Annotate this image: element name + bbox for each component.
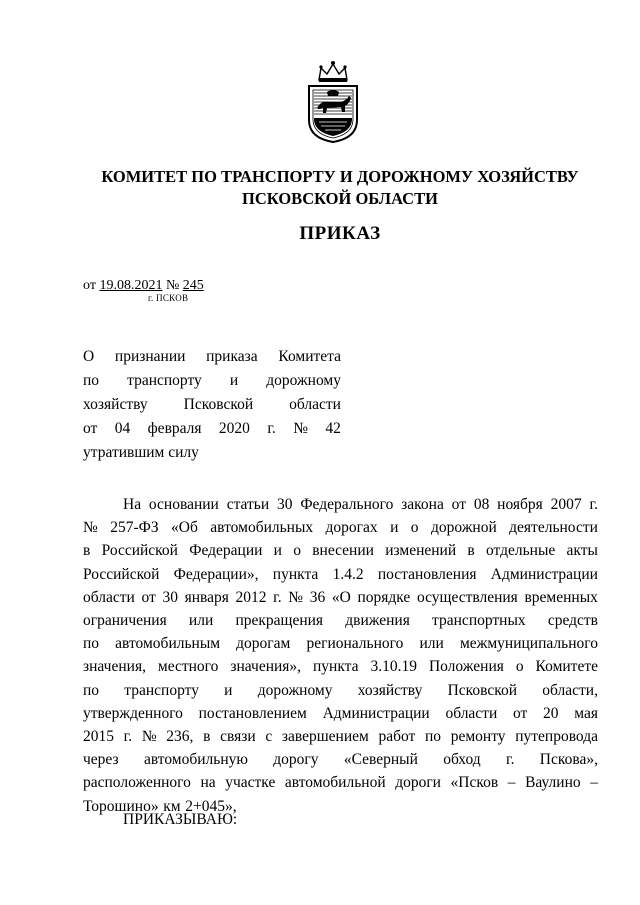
issuing-city: г. ПСКОВ — [148, 293, 189, 303]
subject-word: признании — [114, 348, 186, 365]
body-line — [83, 563, 598, 586]
body-line — [83, 655, 598, 678]
body-word: движения — [345, 612, 410, 630]
body-word: 3.10.19 — [370, 658, 417, 676]
body-word: постановления — [377, 565, 477, 583]
body-word: закона — [401, 496, 444, 513]
body-word: по — [83, 681, 100, 699]
document-date: 19.08.2021 — [99, 278, 163, 293]
body-word: о — [410, 519, 419, 537]
body-word: № — [141, 728, 157, 746]
subject-word: Псковской — [183, 396, 254, 413]
body-line — [83, 586, 598, 609]
body-word: в — [203, 728, 211, 746]
body-word: Федерального — [300, 496, 394, 513]
subject-line — [83, 441, 341, 465]
body-line — [83, 516, 598, 539]
body-word: от — [451, 496, 466, 513]
body-word: обход — [443, 751, 481, 769]
body-word: «О — [331, 588, 351, 606]
body-line — [83, 609, 598, 632]
date-prefix: от — [83, 278, 96, 293]
subject-word: г. — [267, 420, 276, 437]
body-word: внесении — [312, 542, 374, 560]
body-word: изменений — [385, 542, 457, 560]
subject-word: приказа — [206, 348, 258, 365]
body-word: 20 — [543, 704, 559, 722]
body-word: 2012 — [235, 588, 267, 606]
body-word: г. — [505, 751, 515, 769]
body-word: области, — [542, 681, 598, 699]
body-word: 08 — [473, 496, 490, 513]
body-word: 2007 — [550, 496, 582, 513]
body-word: 30 — [276, 496, 293, 513]
subject-line — [83, 345, 341, 369]
body-word: значения», — [230, 658, 302, 676]
body-word: расположенного — [83, 774, 191, 792]
body-word: Комитете — [535, 658, 598, 676]
body-word: ремонту — [450, 728, 506, 746]
body-word: с — [265, 728, 273, 746]
subject-word: транспорту — [127, 372, 202, 389]
body-word: акты — [566, 542, 598, 560]
body-word: значения, — [83, 658, 146, 676]
body-word: межмуниципального — [459, 635, 598, 653]
body-word: о — [515, 658, 524, 676]
subject-word: О — [83, 348, 95, 365]
subject-word: 42 — [325, 420, 341, 437]
body-word: транспорту — [124, 681, 199, 699]
document-number: 245 — [182, 278, 204, 293]
body-word: января — [184, 588, 229, 606]
subject-line — [83, 417, 341, 441]
body-word: утвержденного — [83, 704, 183, 722]
body-word: 36 — [309, 588, 326, 606]
body-word: дорогах — [325, 519, 378, 537]
body-word: 236, — [166, 728, 194, 746]
body-word: Положения — [428, 658, 504, 676]
body-word: Торошино» — [83, 797, 159, 815]
body-word: прекращения — [235, 612, 324, 630]
body-word: 1.4.2 — [332, 565, 364, 583]
subject-word: области — [289, 396, 341, 413]
body-word: основании — [148, 496, 219, 513]
body-word: от — [141, 588, 156, 606]
body-word: № — [288, 588, 304, 606]
body-word: по — [425, 728, 442, 746]
body-word: Администрации — [322, 704, 430, 722]
body-word: пункта — [272, 565, 319, 583]
body-line — [83, 725, 598, 748]
subject-word: по — [83, 372, 100, 389]
body-word: г. — [589, 496, 598, 513]
body-word: 30 — [162, 588, 178, 606]
subject-word: 2020 — [218, 420, 250, 437]
body-word: работ — [378, 728, 416, 746]
subject-word: и — [229, 372, 239, 389]
organization-name-line-1: КОМИТЕТ ПО ТРАНСПОРТУ И ДОРОЖНОМУ ХОЗЯЙСТВУ — [101, 167, 579, 186]
body-word: 257-ФЗ — [110, 519, 159, 537]
body-word: автомобильной — [284, 774, 386, 792]
subject-line — [83, 369, 341, 393]
body-word: через — [83, 751, 119, 769]
body-line — [83, 493, 598, 516]
body-word: «Псков — [450, 774, 499, 792]
body-word: г. — [273, 588, 282, 606]
body-word: отдельные — [485, 542, 556, 560]
body-word: области — [445, 704, 498, 722]
document-subject — [83, 345, 341, 465]
body-word: осуществления — [416, 588, 518, 606]
body-word: Пскова», — [539, 751, 598, 769]
body-word: постановлением — [198, 704, 307, 722]
body-word: ограничения — [83, 612, 167, 630]
body-line — [83, 632, 598, 655]
body-word: км — [163, 797, 181, 815]
body-word: порядке — [357, 588, 411, 606]
body-word: Федерации — [189, 542, 263, 560]
body-word: регионального — [306, 635, 404, 653]
body-word: на — [200, 774, 216, 792]
subject-word: от — [83, 420, 98, 437]
subject-word: утратившим силу — [83, 444, 199, 461]
body-word: дорожной — [430, 519, 497, 537]
body-word: автомобильным — [115, 635, 221, 653]
body-word: Псковской — [447, 681, 518, 699]
body-word: хозяйству — [357, 681, 423, 699]
document-body-text — [83, 493, 598, 818]
body-word: связи — [220, 728, 256, 746]
body-word: На — [123, 496, 142, 513]
body-word: о — [293, 542, 301, 560]
body-word: ноября — [497, 496, 543, 513]
body-word: дорожному — [257, 681, 333, 699]
number-sign: № — [165, 278, 180, 293]
subject-line — [83, 393, 341, 417]
body-word: путепровода — [515, 728, 598, 746]
body-word: пункта — [313, 658, 359, 676]
subject-word: № — [293, 420, 309, 437]
body-word: Администрации — [490, 565, 598, 583]
subject-word: 04 — [114, 420, 131, 437]
body-word: участке — [225, 774, 276, 792]
body-word: дорогу — [273, 751, 319, 769]
subject-word: февраля — [147, 420, 202, 437]
subject-word: Комитета — [278, 348, 341, 365]
body-word: 2015 — [83, 728, 114, 746]
subject-word: хозяйству — [83, 396, 148, 413]
body-word: – — [590, 774, 598, 792]
body-word: по — [83, 635, 100, 653]
body-word: Российской — [101, 542, 178, 560]
order-word: ПРИКАЗЫВАЮ: — [123, 811, 238, 828]
body-word: автомобильных — [210, 519, 314, 537]
body-word: – — [507, 774, 516, 792]
body-word: дорогам — [236, 635, 291, 653]
subject-word: дорожному — [266, 372, 341, 389]
organization-name-line-2: ПСКОВСКОЙ ОБЛАСТИ — [242, 189, 438, 208]
body-word: № — [83, 519, 98, 537]
body-word: в — [83, 542, 91, 560]
body-word: и — [273, 542, 282, 560]
body-word: или — [188, 612, 214, 630]
body-word: и — [390, 519, 399, 537]
body-word: временных — [524, 588, 598, 606]
body-word: дороги — [395, 774, 441, 792]
body-line — [83, 771, 598, 794]
body-word: или — [419, 635, 444, 653]
body-word: статьи — [226, 496, 270, 513]
body-word: завершением — [281, 728, 369, 746]
body-line — [83, 679, 598, 702]
body-word: Ваулино — [525, 774, 581, 792]
body-word: местного — [157, 658, 219, 676]
body-line — [83, 702, 598, 725]
body-word: «Северный — [343, 751, 418, 769]
body-word: 2+045», — [185, 797, 237, 815]
body-word: в — [467, 542, 475, 560]
body-word: «Об — [171, 519, 198, 537]
coat-of-arms-emblem — [305, 58, 361, 144]
body-word: деятельности — [509, 519, 598, 537]
body-word: транспортных — [432, 612, 526, 630]
body-word: области — [83, 588, 135, 606]
body-word: средств — [547, 612, 598, 630]
body-line — [83, 539, 598, 562]
document-type-title: ПРИКАЗ — [299, 223, 381, 244]
date-number-line — [83, 278, 204, 294]
body-word: мая — [574, 704, 598, 722]
body-word: автомобильную — [143, 751, 248, 769]
body-word: от — [512, 704, 528, 722]
body-word: Федерации», — [173, 565, 259, 583]
body-word: Российской — [83, 565, 160, 583]
body-line — [83, 748, 598, 771]
body-word: г. — [123, 728, 133, 746]
body-word: и — [224, 681, 233, 699]
